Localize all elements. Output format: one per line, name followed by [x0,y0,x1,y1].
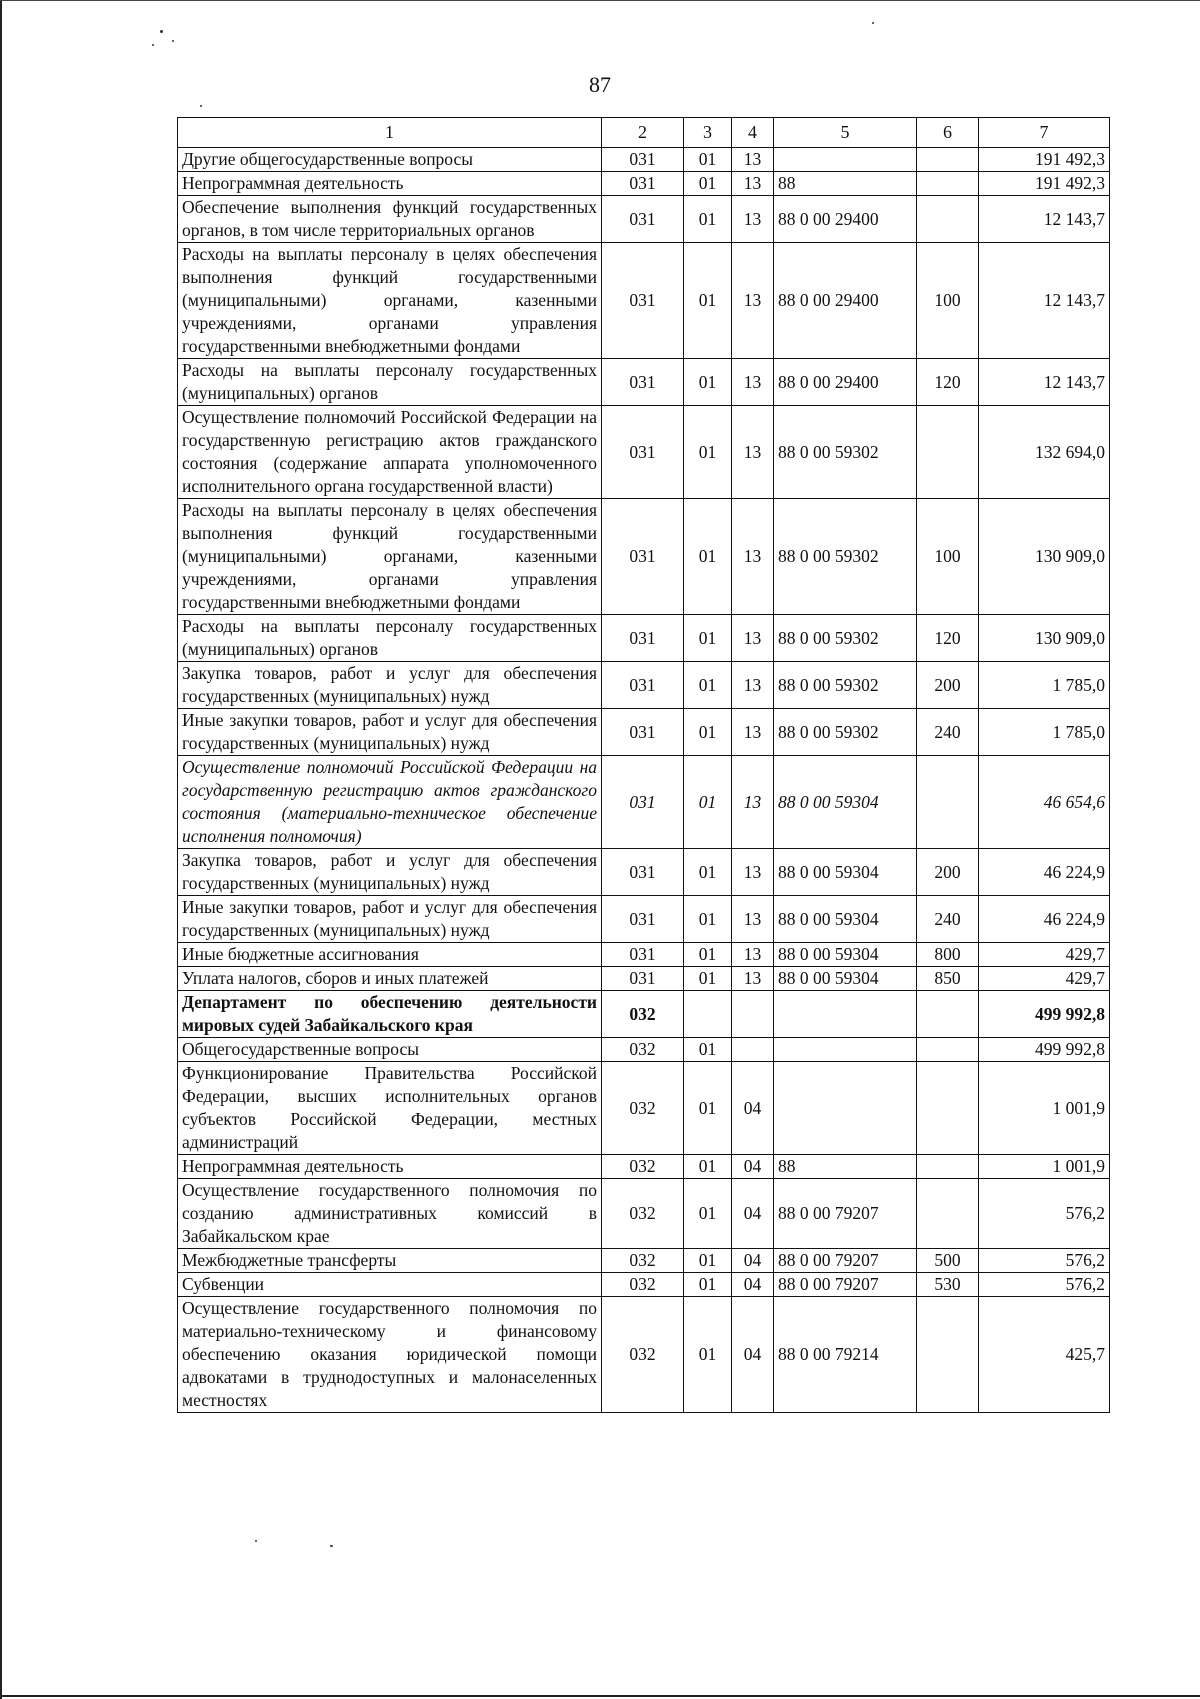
cell-amount: 130 909,0 [979,615,1110,662]
cell-subsection: 13 [732,849,774,896]
cell-target-article: 88 0 00 59302 [774,662,917,709]
cell-ministry-code: 032 [602,1297,684,1413]
column-header: 3 [684,118,732,148]
cell-expense-type: 530 [917,1273,979,1297]
cell-ministry-code: 031 [602,406,684,499]
cell-subsection: 13 [732,406,774,499]
table-row [178,615,1110,662]
table-row [178,662,1110,709]
cell-ministry-code: 032 [602,1038,684,1062]
cell-amount: 191 492,3 [979,148,1110,172]
table-row [178,991,1110,1038]
row-description: Закупка товаров, работ и услуг для обеспечения государственных (муниципальных) нужд [178,662,602,709]
row-description: Осуществление государственного полномочия по созданию административных комиссий в Забайкальском крае [178,1179,602,1249]
cell-expense-type: 100 [917,243,979,359]
table-row [178,896,1110,943]
cell-section: 01 [684,1297,732,1413]
cell-ministry-code: 031 [602,148,684,172]
cell-section: 01 [684,615,732,662]
cell-amount: 1 785,0 [979,662,1110,709]
cell-section: 01 [684,196,732,243]
cell-amount: 576,2 [979,1179,1110,1249]
cell-subsection: 04 [732,1297,774,1413]
cell-target-article: 88 0 00 59304 [774,943,917,967]
cell-ministry-code: 032 [602,1249,684,1273]
table-row [178,1155,1110,1179]
cell-section: 01 [684,1273,732,1297]
cell-subsection: 13 [732,896,774,943]
column-header: 6 [917,118,979,148]
cell-ministry-code: 031 [602,849,684,896]
cell-target-article [774,1038,917,1062]
cell-subsection: 13 [732,196,774,243]
cell-ministry-code: 031 [602,756,684,849]
cell-ministry-code: 031 [602,615,684,662]
row-description: Другие общегосударственные вопросы [178,148,602,172]
row-description: Осуществление полномочий Российской Федерации на государственную регистрацию актов гражданского состояния (содержание аппарата уполномоченного исполнительного органа государственной власти) [178,406,602,499]
cell-expense-type: 240 [917,709,979,756]
cell-section: 01 [684,243,732,359]
row-description: Иные закупки товаров, работ и услуг для обеспечения государственных (муниципальных) нужд [178,709,602,756]
cell-ministry-code: 031 [602,967,684,991]
row-description: Расходы на выплаты персоналу в целях обеспечения выполнения функций государственными (муниципальными) органами, казенными учреждениями, органами управления государственными внебюджетными фондами [178,243,602,359]
cell-expense-type [917,1179,979,1249]
column-header: 2 [602,118,684,148]
cell-amount: 46 654,6 [979,756,1110,849]
table-row [178,196,1110,243]
cell-target-article: 88 0 00 29400 [774,359,917,406]
cell-subsection: 13 [732,943,774,967]
cell-subsection: 13 [732,148,774,172]
table-row [178,1273,1110,1297]
cell-target-article: 88 0 00 79207 [774,1249,917,1273]
row-description: Межбюджетные трансферты [178,1249,602,1273]
scan-speck [172,40,174,42]
cell-ministry-code: 031 [602,662,684,709]
cell-section: 01 [684,1179,732,1249]
cell-expense-type [917,172,979,196]
cell-expense-type [917,406,979,499]
table-row [178,148,1110,172]
table-row [178,406,1110,499]
cell-section: 01 [684,709,732,756]
cell-section: 01 [684,1155,732,1179]
cell-target-article: 88 0 00 59304 [774,896,917,943]
cell-subsection: 13 [732,662,774,709]
cell-subsection: 13 [732,172,774,196]
cell-section: 01 [684,967,732,991]
row-description: Функционирование Правительства Российской Федерации, высших исполнительных органов субъектов Российской Федерации, местных администраций [178,1062,602,1155]
cell-section: 01 [684,148,732,172]
cell-subsection: 04 [732,1179,774,1249]
cell-amount: 576,2 [979,1249,1110,1273]
cell-section [684,991,732,1038]
cell-ministry-code: 032 [602,1062,684,1155]
table-row [178,1062,1110,1155]
scan-speck [152,44,154,46]
cell-target-article [774,1062,917,1155]
cell-amount: 132 694,0 [979,406,1110,499]
cell-target-article: 88 0 00 59302 [774,709,917,756]
cell-amount: 1 001,9 [979,1062,1110,1155]
cell-expense-type [917,1038,979,1062]
row-description: Расходы на выплаты персоналу государственных (муниципальных) органов [178,615,602,662]
cell-amount: 12 143,7 [979,359,1110,406]
table-row [178,1038,1110,1062]
row-description: Расходы на выплаты персоналу государственных (муниципальных) органов [178,359,602,406]
cell-amount: 429,7 [979,943,1110,967]
table-row [178,1179,1110,1249]
cell-expense-type: 500 [917,1249,979,1273]
cell-subsection: 13 [732,359,774,406]
cell-section: 01 [684,1038,732,1062]
row-description: Общегосударственные вопросы [178,1038,602,1062]
cell-subsection: 04 [732,1249,774,1273]
scan-speck [330,1545,333,1547]
cell-subsection [732,991,774,1038]
cell-amount: 130 909,0 [979,499,1110,615]
cell-section: 01 [684,359,732,406]
cell-target-article: 88 [774,1155,917,1179]
cell-subsection [732,1038,774,1062]
cell-expense-type: 200 [917,662,979,709]
table-row [178,756,1110,849]
cell-target-article: 88 0 00 29400 [774,243,917,359]
cell-section: 01 [684,849,732,896]
cell-amount: 425,7 [979,1297,1110,1413]
table-row [178,967,1110,991]
cell-expense-type [917,1062,979,1155]
table-row [178,709,1110,756]
cell-subsection: 13 [732,615,774,662]
row-description: Осуществление государственного полномочия по материально-техническому и финансовому обеспечению оказания юридической помощи адвокатами в труднодоступных и малонаселенных местностях [178,1297,602,1413]
column-header: 5 [774,118,917,148]
cell-ministry-code: 032 [602,1273,684,1297]
cell-section: 01 [684,499,732,615]
cell-target-article: 88 0 00 59302 [774,615,917,662]
table-row [178,243,1110,359]
cell-subsection: 13 [732,499,774,615]
cell-ministry-code: 032 [602,1179,684,1249]
cell-ministry-code: 031 [602,896,684,943]
scan-speck [255,1540,257,1542]
cell-section: 01 [684,756,732,849]
page-top-border [0,0,1200,1]
scan-speck [160,30,163,33]
cell-amount: 576,2 [979,1273,1110,1297]
row-description: Иные бюджетные ассигнования [178,943,602,967]
column-header: 7 [979,118,1110,148]
table-row [178,499,1110,615]
cell-ministry-code: 031 [602,196,684,243]
row-description: Расходы на выплаты персоналу в целях обеспечения выполнения функций государственными (муниципальными) органами, казенными учреждениями, органами управления государственными внебюджетными фондами [178,499,602,615]
table-row [178,943,1110,967]
cell-expense-type: 120 [917,615,979,662]
cell-section: 01 [684,896,732,943]
cell-amount: 429,7 [979,967,1110,991]
table-row [178,849,1110,896]
row-description: Непрограммная деятельность [178,1155,602,1179]
budget-table [177,117,1110,1413]
cell-subsection: 04 [732,1062,774,1155]
cell-subsection: 13 [732,709,774,756]
cell-target-article: 88 0 00 79207 [774,1273,917,1297]
row-description: Иные закупки товаров, работ и услуг для обеспечения государственных (муниципальных) нужд [178,896,602,943]
cell-target-article [774,148,917,172]
page-number: 87 [589,72,611,97]
table-row [178,172,1110,196]
cell-subsection: 13 [732,967,774,991]
cell-ministry-code: 031 [602,359,684,406]
table-row [178,359,1110,406]
cell-expense-type [917,991,979,1038]
cell-amount: 12 143,7 [979,196,1110,243]
cell-expense-type [917,196,979,243]
row-description: Департамент по обеспечению деятельности мировых судей Забайкальского края [178,991,602,1038]
cell-expense-type [917,1155,979,1179]
cell-section: 01 [684,172,732,196]
row-description: Непрограммная деятельность [178,172,602,196]
scan-speck [200,105,202,107]
cell-section: 01 [684,406,732,499]
cell-subsection: 04 [732,1155,774,1179]
table-row [178,1249,1110,1273]
cell-expense-type: 120 [917,359,979,406]
cell-amount: 499 992,8 [979,991,1110,1038]
column-header: 4 [732,118,774,148]
row-description: Обеспечение выполнения функций государственных органов, в том числе территориальных органов [178,196,602,243]
cell-ministry-code: 032 [602,991,684,1038]
cell-target-article: 88 0 00 79207 [774,1179,917,1249]
cell-expense-type: 800 [917,943,979,967]
column-header: 1 [178,118,602,148]
cell-expense-type: 100 [917,499,979,615]
page-left-border [0,0,2,1699]
page-bottom-border [0,1695,1200,1697]
scan-speck [872,22,874,24]
cell-expense-type: 850 [917,967,979,991]
row-description: Закупка товаров, работ и услуг для обеспечения государственных (муниципальных) нужд [178,849,602,896]
cell-ministry-code: 031 [602,943,684,967]
cell-ministry-code: 031 [602,709,684,756]
cell-ministry-code: 031 [602,243,684,359]
cell-subsection: 13 [732,243,774,359]
cell-section: 01 [684,943,732,967]
cell-target-article: 88 0 00 59302 [774,406,917,499]
row-description: Субвенции [178,1273,602,1297]
cell-amount: 46 224,9 [979,896,1110,943]
cell-expense-type: 240 [917,896,979,943]
table-body [178,148,1110,1413]
cell-amount: 1 001,9 [979,1155,1110,1179]
cell-expense-type [917,148,979,172]
cell-target-article: 88 0 00 59304 [774,967,917,991]
cell-expense-type [917,1297,979,1413]
cell-amount: 499 992,8 [979,1038,1110,1062]
cell-target-article: 88 0 00 79214 [774,1297,917,1413]
table-header-row [178,118,1110,148]
row-description: Уплата налогов, сборов и иных платежей [178,967,602,991]
cell-section: 01 [684,662,732,709]
cell-amount: 191 492,3 [979,172,1110,196]
cell-subsection: 13 [732,756,774,849]
cell-expense-type [917,756,979,849]
cell-amount: 46 224,9 [979,849,1110,896]
cell-ministry-code: 032 [602,1155,684,1179]
cell-section: 01 [684,1062,732,1155]
cell-section: 01 [684,1249,732,1273]
cell-amount: 1 785,0 [979,709,1110,756]
cell-target-article: 88 [774,172,917,196]
row-description: Осуществление полномочий Российской Федерации на государственную регистрацию актов гражданского состояния (материально-техническое обеспечение исполнения полномочия) [178,756,602,849]
cell-target-article: 88 0 00 59304 [774,756,917,849]
cell-subsection: 04 [732,1273,774,1297]
cell-target-article: 88 0 00 59304 [774,849,917,896]
cell-ministry-code: 031 [602,172,684,196]
cell-target-article [774,991,917,1038]
cell-expense-type: 200 [917,849,979,896]
cell-ministry-code: 031 [602,499,684,615]
table-row [178,1297,1110,1413]
cell-amount: 12 143,7 [979,243,1110,359]
cell-target-article: 88 0 00 59302 [774,499,917,615]
cell-target-article: 88 0 00 29400 [774,196,917,243]
